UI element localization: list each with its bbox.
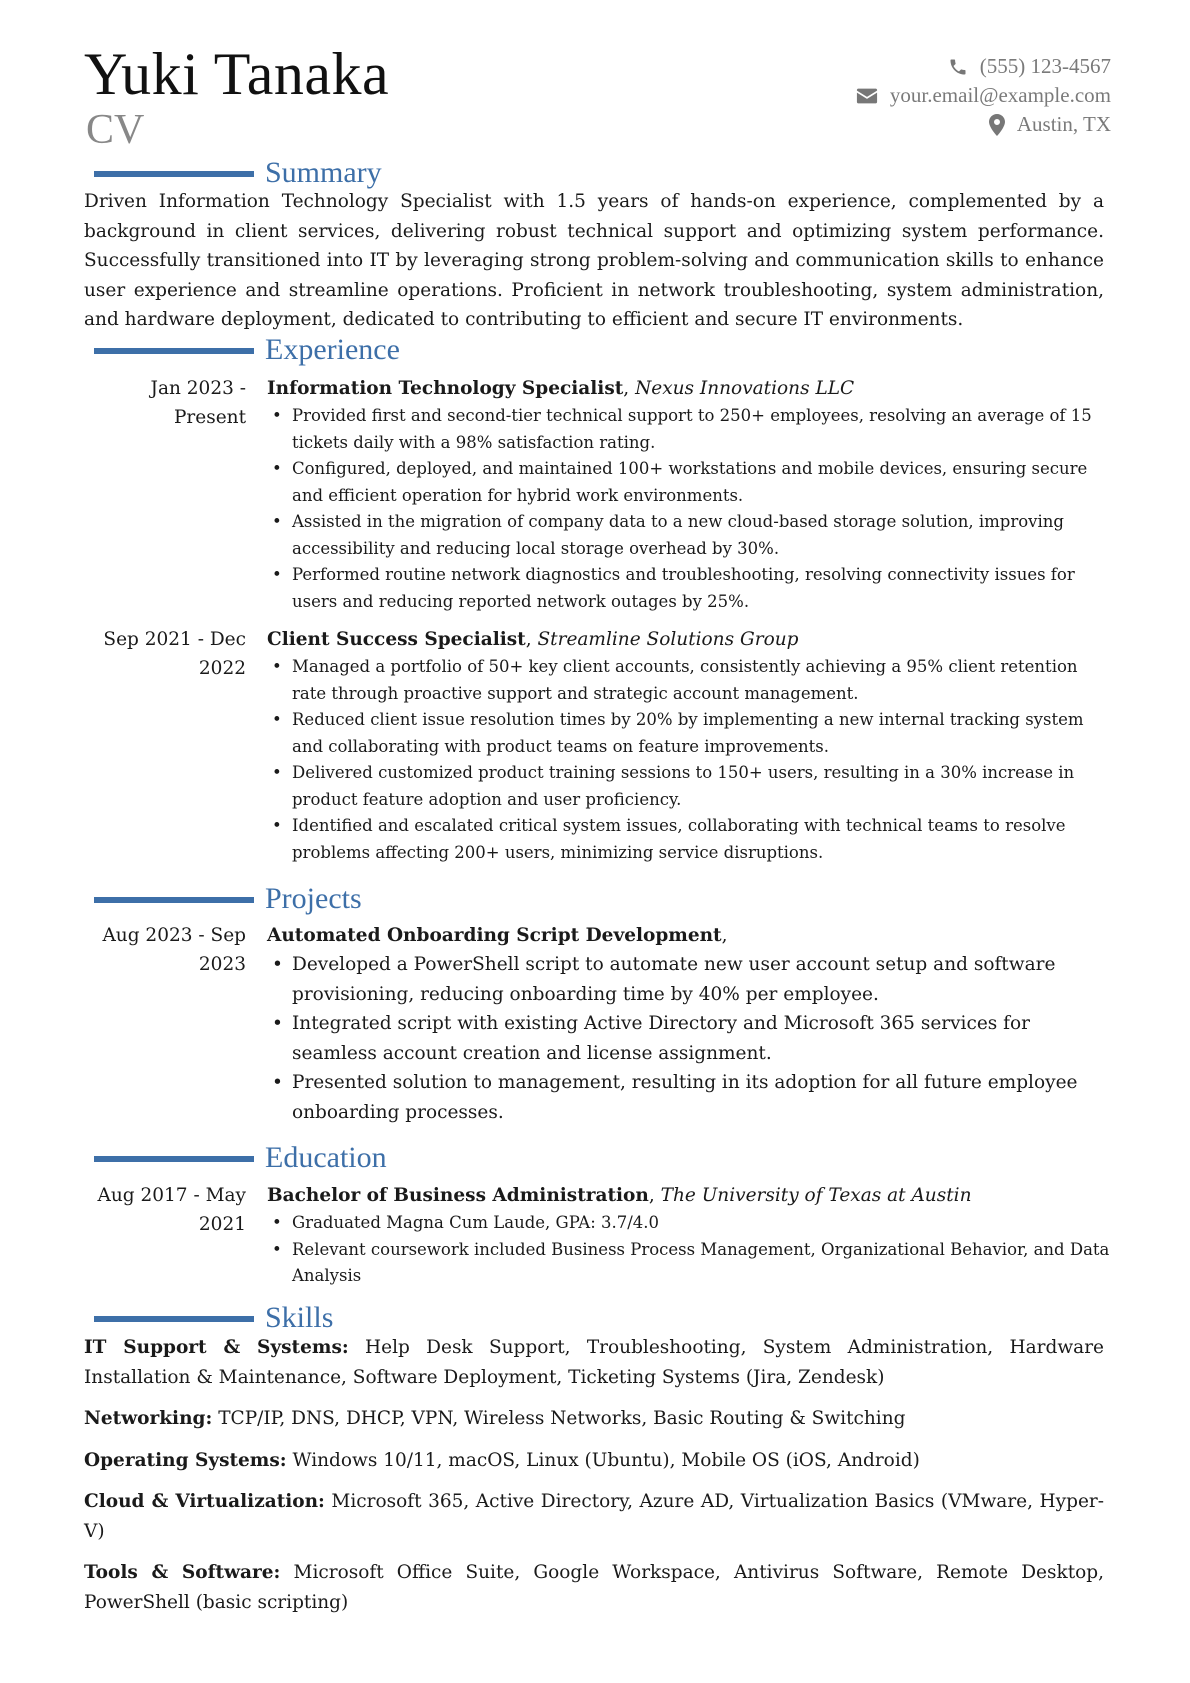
experience-section xyxy=(84,333,1111,866)
job-company: Nexus Innovations LLC xyxy=(635,378,855,399)
skill-row xyxy=(84,1487,1104,1546)
section-heading xyxy=(84,333,1111,367)
envelope-icon xyxy=(856,87,878,105)
experience-entry xyxy=(84,374,1111,615)
job-company: Streamline Solutions Group xyxy=(537,629,799,650)
map-pin-icon xyxy=(989,114,1005,136)
list-item: • Developed a PowerShell script to automate new user account setup and software provisioning, reducing onboarding time by 40% per employee. xyxy=(267,950,1111,1009)
entry-title: Information Technology Specialist, Nexus Innovations LLC xyxy=(267,378,855,399)
summary-section xyxy=(84,156,1111,335)
section-heading xyxy=(84,1301,1111,1335)
skill-value: Microsoft Office Suite, Google Workspace, Antivirus Software, Remote Desktop, PowerShell (basic scripting) xyxy=(84,1562,1104,1613)
contact-block xyxy=(856,52,1111,139)
job-role: Client Success Specialist xyxy=(267,629,526,650)
project-name: Automated Onboarding Script Development xyxy=(267,925,722,946)
contact-email[interactable] xyxy=(856,81,1111,110)
skill-label: Tools & Software: xyxy=(84,1562,281,1583)
skill-label: IT Support & Systems: xyxy=(84,1337,349,1358)
job-role: Information Technology Specialist xyxy=(267,378,624,399)
section-accent-bar xyxy=(94,1156,254,1162)
education-section xyxy=(84,1141,1111,1290)
skill-row xyxy=(84,1333,1104,1392)
list-item: • Identified and escalated critical system issues, collaborating with technical teams to resolve problems affecting 200+ users, minimizing service disruptions. xyxy=(267,813,1111,866)
entry-date: Aug 2023 - Sep 2023 xyxy=(102,925,246,975)
entry-title: Client Success Specialist, Streamline Solutions Group xyxy=(267,629,799,650)
skills-list xyxy=(84,1333,1104,1617)
list-item: • Delivered customized product training sessions to 150+ users, resulting in a 30% increase in product feature adoption and user proficiency. xyxy=(267,760,1111,813)
list-item: • Presented solution to management, resulting in its adoption for all future employee onboarding processes. xyxy=(267,1068,1111,1127)
contact-location xyxy=(856,110,1111,139)
email-address: your.email@example.com xyxy=(889,83,1111,107)
contact-phone[interactable] xyxy=(856,52,1111,81)
list-item: • Reduced client issue resolution times by 20% by implementing a new internal tracking system and collaborating with product teams on feature improvements. xyxy=(267,707,1111,760)
entry-bullets xyxy=(267,1210,1111,1290)
skill-label: Cloud & Virtualization: xyxy=(84,1491,325,1512)
list-item: • Configured, deployed, and maintained 100+ workstations and mobile devices, ensuring secure and efficient operation for hybrid work environments. xyxy=(267,456,1111,509)
section-heading xyxy=(84,156,1111,190)
section-heading xyxy=(84,1141,1111,1175)
skill-label: Operating Systems: xyxy=(84,1449,287,1471)
skill-label: Networking: xyxy=(84,1408,213,1429)
skill-value: Help Desk Support, Troubleshooting, System Administration, Hardware Installation & Maintenance, Software Deployment, Ticketing Systems (Jira, Zendesk) xyxy=(84,1337,1104,1388)
entry-bullets xyxy=(267,403,1111,615)
project-entry xyxy=(84,921,1111,1127)
entry-title: Automated Onboarding Script Development, xyxy=(267,925,728,946)
list-item: • Graduated Magna Cum Laude, GPA: 3.7/4.0 xyxy=(267,1210,1111,1237)
skill-row xyxy=(84,1446,1104,1476)
document-subtitle: CV xyxy=(86,107,145,153)
section-accent-bar xyxy=(94,171,254,177)
entry-bullets xyxy=(267,654,1111,866)
entry-date: Sep 2021 - Dec 2022 xyxy=(103,629,246,679)
candidate-name: Yuki Tanaka xyxy=(84,41,390,107)
entry-date: Jan 2023 - Present xyxy=(150,378,246,428)
list-item: • Managed a portfolio of 50+ key client accounts, consistently achieving a 95% client retention rate through proactive support and strategic account management. xyxy=(267,654,1111,707)
section-accent-bar xyxy=(94,897,254,903)
entry-title: Bachelor of Business Administration, The University of Texas at Austin xyxy=(267,1185,972,1206)
section-accent-bar xyxy=(94,1316,254,1322)
skills-section xyxy=(84,1301,1111,1629)
degree-name: Bachelor of Business Administration xyxy=(267,1185,649,1206)
skill-row xyxy=(84,1558,1104,1617)
school-name: The University of Texas at Austin xyxy=(660,1185,972,1206)
skills-title: Skills xyxy=(265,1301,334,1334)
entry-date: Aug 2017 - May 2021 xyxy=(97,1185,246,1235)
list-item: • Provided first and second-tier technical support to 250+ employees, resolving an average of 15 tickets daily with a 98% satisfaction rating. xyxy=(267,403,1111,456)
section-accent-bar xyxy=(94,348,254,354)
summary-text: Driven Information Technology Specialist with 1.5 years of hands-on experience, complemented by a background in client services, delivering robust technical support and optimizing system performance. Successfully transitioned into IT by leveraging strong problem-solving and communication skills to enhance user experience and streamline operations. Proficient in network troubleshooting, system administration, and hardware deployment, dedicated to contributing to efficient and secure IT environments. xyxy=(84,191,1104,330)
location-text: Austin, TX xyxy=(1016,112,1111,136)
projects-section xyxy=(84,882,1111,1127)
education-entry xyxy=(84,1181,1111,1290)
summary-title: Summary xyxy=(265,156,382,189)
list-item: • Integrated script with existing Active Directory and Microsoft 365 services for seamless account creation and license assignment. xyxy=(267,1009,1111,1068)
list-item: • Assisted in the migration of company data to a new cloud-based storage solution, improving accessibility and reducing local storage overhead by 30%. xyxy=(267,509,1111,562)
entry-bullets xyxy=(267,950,1111,1127)
skill-row xyxy=(84,1404,1104,1434)
phone-number: (555) 123-4567 xyxy=(979,54,1111,78)
experience-title: Experience xyxy=(265,333,400,366)
skill-value: Windows 10/11, macOS, Linux (Ubuntu), Mobile OS (iOS, Android) xyxy=(292,1449,920,1471)
list-item: • Relevant coursework included Business Process Management, Organizational Behavior, and Data Analysis xyxy=(267,1237,1111,1290)
skill-value: Microsoft 365, Active Directory, Azure AD, Virtualization Basics (VMware, Hyper-V) xyxy=(84,1491,1104,1542)
skill-value: TCP/IP, DNS, DHCP, VPN, Wireless Networks, Basic Routing & Switching xyxy=(218,1408,906,1429)
phone-icon xyxy=(948,57,968,77)
list-item: • Performed routine network diagnostics and troubleshooting, resolving connectivity issues for users and reducing reported network outages by 25%. xyxy=(267,562,1111,615)
projects-title: Projects xyxy=(265,882,362,915)
education-title: Education xyxy=(265,1141,387,1174)
experience-entry xyxy=(84,625,1111,866)
section-heading xyxy=(84,882,1111,916)
